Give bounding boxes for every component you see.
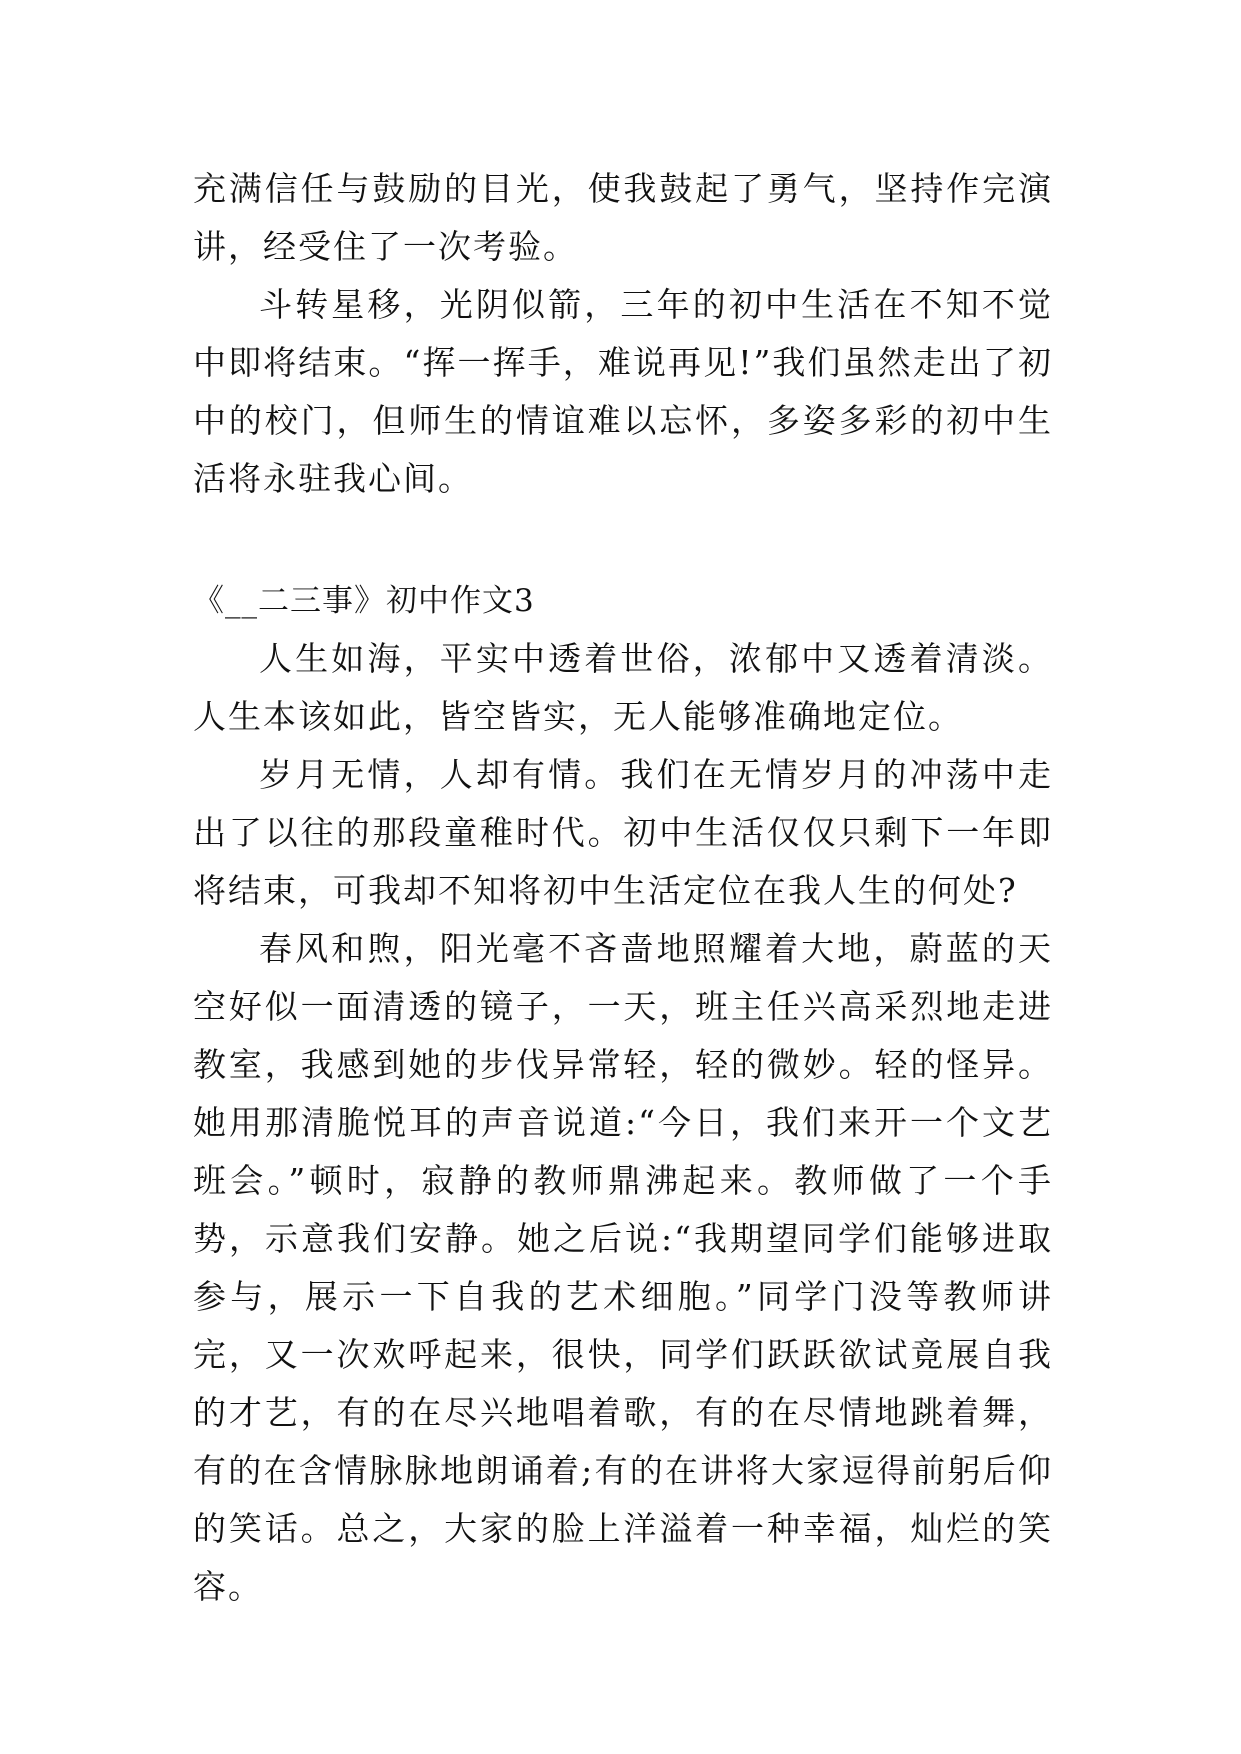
document-page — [193, 160, 1053, 1616]
paragraph-5: 春风和煦，阳光毫不吝啬地照耀着大地，蔚蓝的天空好似一面清透的镜子，一天，班主任兴高采烈地走进教室，我感到她的步伐异常轻，轻的微妙。轻的怪异。她用那清脆悦耳的声音说道:“今日，我们来开一个文艺班会。”顿时，寂静的教师鼎沸起来。教师做了一个手势，示意我们安静。她之后说:“我期望同学们能够进取参与，展示一下自我的艺术细胞。”同学门没等教师讲完，又一次欢呼起来，很快，同学们跃跃欲试竟展自我的才艺，有的在尽兴地唱着歌，有的在尽情地跳着舞，有的在含情脉脉地朗诵着;有的在讲将大家逗得前躬后仰的笑话。总之，大家的脸上洋溢着一种幸福，灿烂的笑容。 — [193, 929, 1053, 1606]
paragraph-3: 人生如海，平实中透着世俗，浓郁中又透着清淡。人生本该如此，皆空皆实，无人能够准确地定位。 — [193, 639, 1053, 736]
paragraph-4: 岁月无情，人却有情。我们在无情岁月的冲荡中走出了以往的那段童稚时代。初中生活仅仅只剩下一年即将结束，可我却不知将初中生活定位在我人生的何处? — [193, 755, 1053, 910]
essay-heading: 《__二三事》初中作文3 — [193, 583, 535, 619]
paragraph-1: 充满信任与鼓励的目光，使我鼓起了勇气，坚持作完演讲，经受住了一次考验。 — [193, 169, 1053, 266]
paragraph-2: 斗转星移，光阴似箭，三年的初中生活在不知不觉中即将结束。“挥一挥手，难说再见!”我们虽然走出了初中的校门，但师生的情谊难以忘怀，多姿多彩的初中生活将永驻我心间。 — [193, 285, 1053, 498]
